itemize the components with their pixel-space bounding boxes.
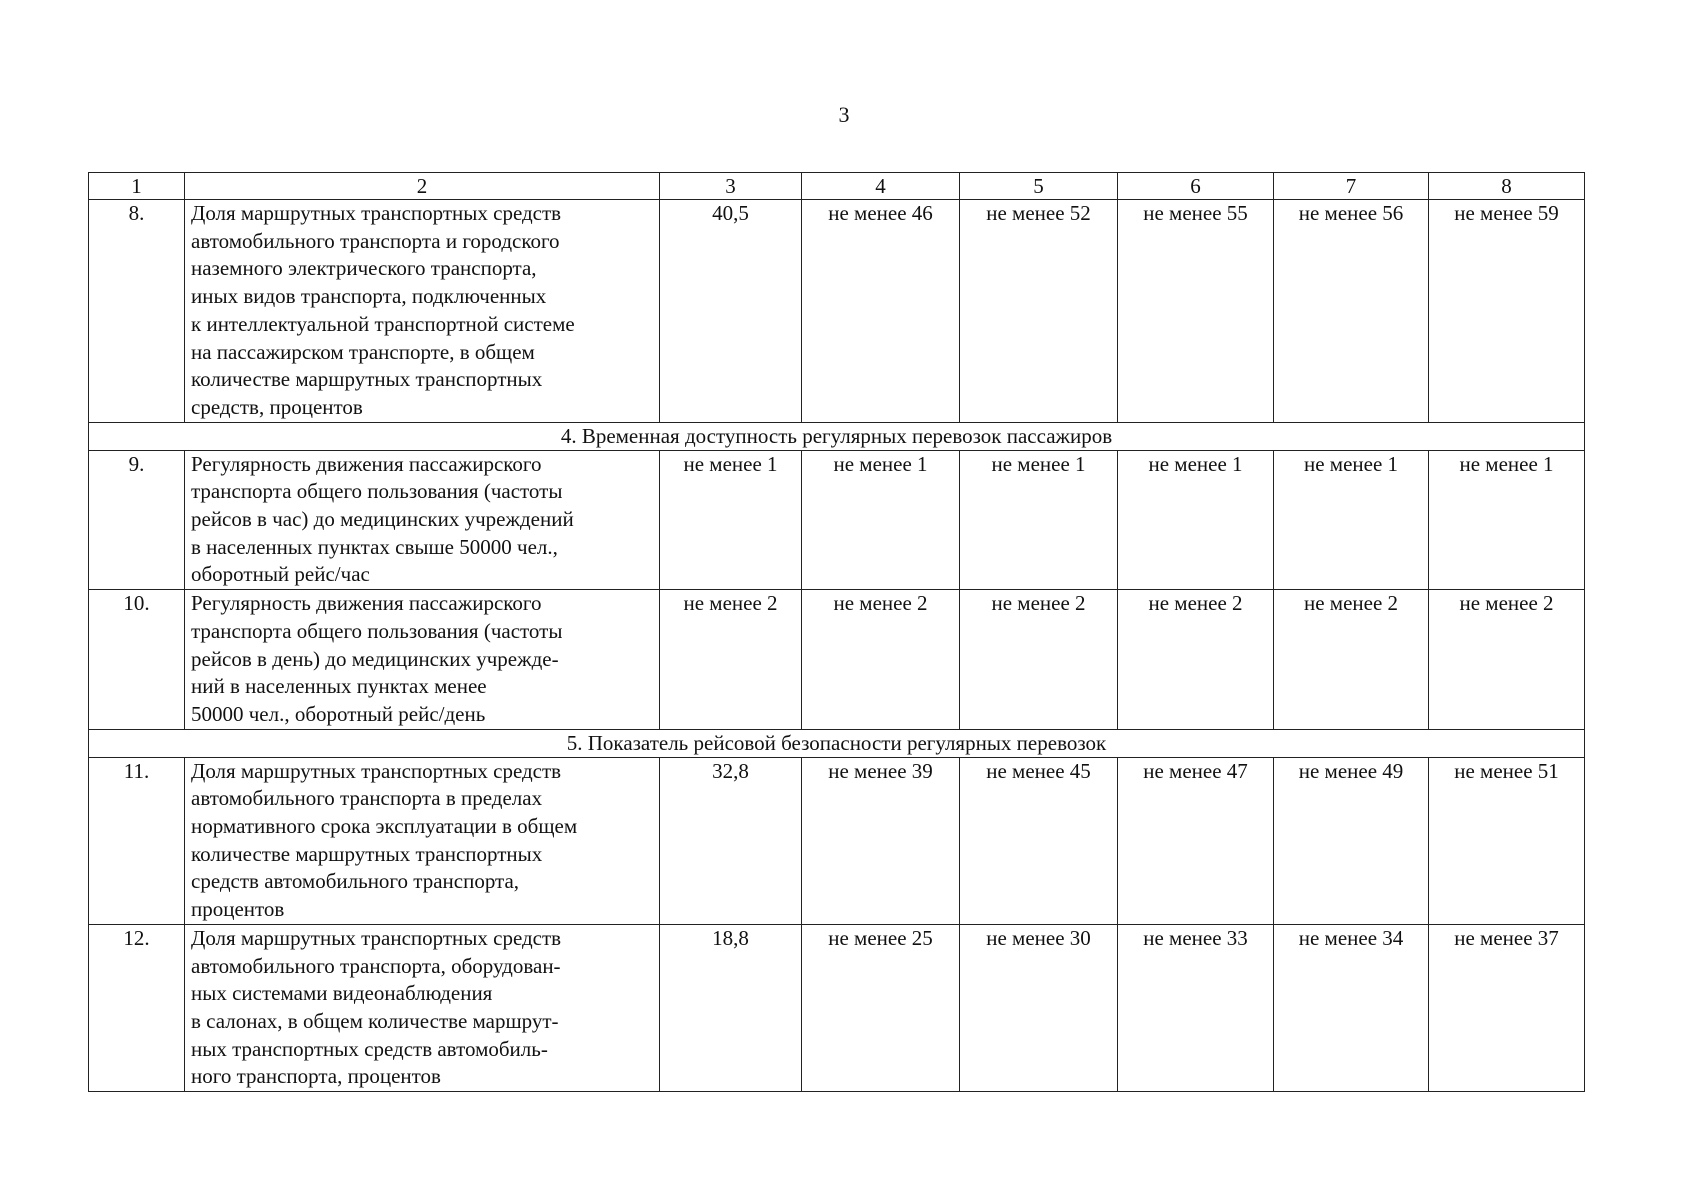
description-line: нормативного срока эксплуатации в общем [191,814,578,839]
indicator-value-col-3: не менее 1 [660,450,802,590]
indicator-value-col-6: не менее 1 [1118,450,1274,590]
description-line: рейсов в день) до медицинских учрежде- [191,646,559,671]
indicator-value-col-8: не менее 51 [1429,757,1585,924]
column-header: 8 [1429,173,1585,200]
page-number: 3 [838,102,850,127]
description-line: ний в населенных пунктах менее [191,674,487,699]
description-line: на пассажирском транспорте, в общем [191,339,535,364]
row-number: 8. [89,200,185,423]
table-header-row [89,173,1585,200]
description-line: Доля маршрутных транспортных средств [191,758,562,783]
indicator-value-col-3: 40,5 [660,200,802,423]
section-heading-row [89,422,1585,450]
indicator-value-col-4: не менее 25 [802,924,960,1091]
indicator-description [185,590,660,730]
column-header: 6 [1118,173,1274,200]
indicator-description [185,757,660,924]
description-line: к интеллектуальной транспортной системе [191,311,575,336]
indicator-value-col-6: не менее 33 [1118,924,1274,1091]
row-number: 10. [89,590,185,730]
indicator-value-col-6: не менее 2 [1118,590,1274,730]
indicator-value-col-5: не менее 2 [960,590,1118,730]
indicator-description [185,200,660,423]
description-line: автомобильного транспорта и городского [191,228,560,253]
table-row [89,590,1585,730]
indicator-value-col-4: не менее 2 [802,590,960,730]
indicator-value-col-8: не менее 1 [1429,450,1585,590]
indicator-value-col-8: не менее 37 [1429,924,1585,1091]
indicator-description [185,924,660,1091]
description-line: рейсов в час) до медицинских учреждений [191,507,574,532]
indicator-value-col-6: не менее 47 [1118,757,1274,924]
indicator-value-col-7: не менее 1 [1274,450,1429,590]
indicator-value-col-7: не менее 49 [1274,757,1429,924]
indicator-value-col-3: 18,8 [660,924,802,1091]
description-line: Регулярность движения пассажирского [191,591,542,616]
description-line: Доля маршрутных транспортных средств [191,201,562,225]
column-header: 2 [185,173,660,200]
description-line: количестве маршрутных транспортных [191,841,543,866]
description-line: количестве маршрутных транспортных [191,367,543,392]
column-header: 7 [1274,173,1429,200]
column-header: 3 [660,173,802,200]
description-line: наземного электрического транспорта, [191,256,537,281]
description-line: Регулярность движения пассажирского [191,451,542,476]
indicator-value-col-6: не менее 55 [1118,200,1274,423]
description-line: в салонах, в общем количестве маршрут- [191,1008,559,1033]
description-line: ных транспортных средств автомобиль- [191,1036,548,1061]
indicator-value-col-8: не менее 2 [1429,590,1585,730]
column-header: 5 [960,173,1118,200]
indicator-value-col-4: не менее 1 [802,450,960,590]
indicator-value-col-7: не менее 56 [1274,200,1429,423]
description-line: автомобильного транспорта в пределах [191,786,543,811]
description-line: оборотный рейс/час [191,562,370,587]
column-header: 4 [802,173,960,200]
indicator-value-col-3: не менее 2 [660,590,802,730]
row-number: 12. [89,924,185,1091]
section-heading-row [89,729,1585,757]
table-row [89,450,1585,590]
description-line: ного транспорта, процентов [191,1064,441,1089]
description-line: процентов [191,897,285,922]
table-row [89,924,1585,1091]
indicator-value-col-4: не менее 46 [802,200,960,423]
description-line: средств, процентов [191,394,363,419]
column-header: 1 [89,173,185,200]
description-line: иных видов транспорта, подключенных [191,284,547,309]
description-line: транспорта общего пользования (частоты [191,479,563,504]
description-line: в населенных пунктах свыше 50000 чел., [191,534,558,559]
indicators-table [88,172,1585,1092]
indicator-value-col-7: не менее 34 [1274,924,1429,1091]
description-line: средств автомобильного транспорта, [191,869,520,894]
description-line: Доля маршрутных транспортных средств [191,925,562,950]
indicator-description [185,450,660,590]
indicator-value-col-7: не менее 2 [1274,590,1429,730]
description-line: автомобильного транспорта, оборудован- [191,953,561,978]
section-title: 5. Показатель рейсовой безопасности регулярных перевозок [89,729,1585,757]
indicator-value-col-5: не менее 30 [960,924,1118,1091]
indicator-value-col-5: не менее 45 [960,757,1118,924]
description-line: ных системами видеонаблюдения [191,981,493,1006]
indicator-value-col-5: не менее 52 [960,200,1118,423]
row-number: 11. [89,757,185,924]
section-title: 4. Временная доступность регулярных перевозок пассажиров [89,422,1585,450]
table-row [89,200,1585,423]
table-row [89,757,1585,924]
indicator-value-col-4: не менее 39 [802,757,960,924]
row-number: 9. [89,450,185,590]
indicator-value-col-8: не менее 59 [1429,200,1585,423]
description-line: 50000 чел., оборотный рейс/день [191,701,486,726]
description-line: транспорта общего пользования (частоты [191,618,563,643]
indicator-value-col-5: не менее 1 [960,450,1118,590]
indicator-value-col-3: 32,8 [660,757,802,924]
